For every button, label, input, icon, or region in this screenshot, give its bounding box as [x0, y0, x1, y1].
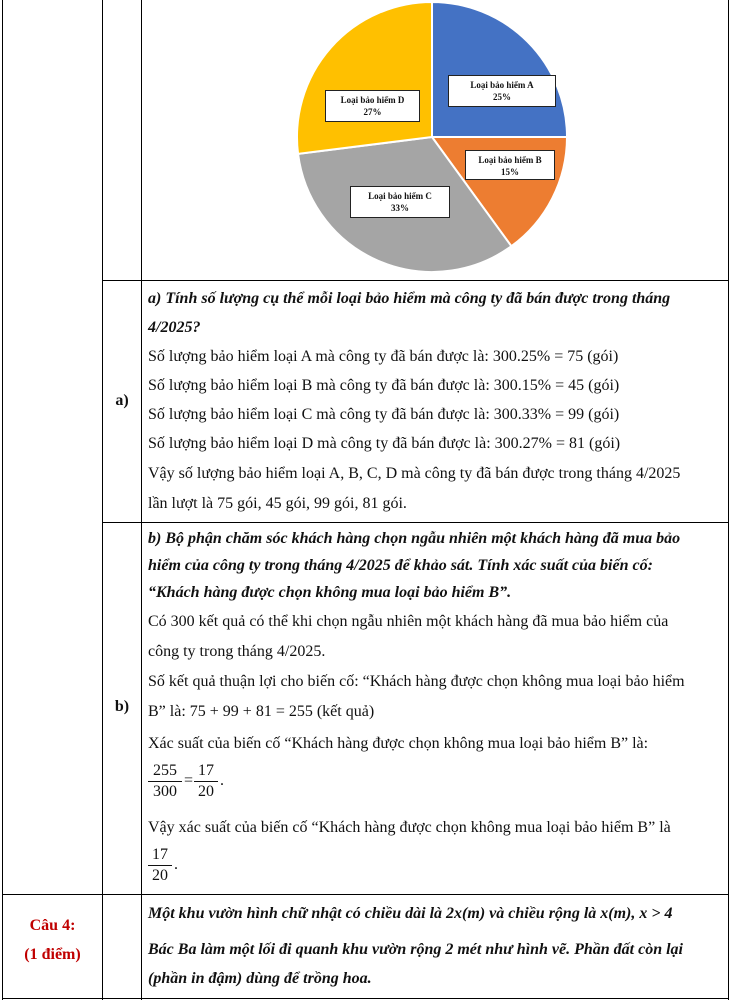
part-a-question-line-1: a) Tính số lượng cụ thể mỗi loại bảo hiểm mà công ty đã bán được trong tháng — [148, 290, 671, 307]
fraction-denominator: 300 — [153, 783, 177, 800]
fraction-numerator: 17 — [198, 762, 214, 779]
fraction-denominator: 20 — [152, 867, 168, 884]
part-b-line-6: Vậy xác suất của biến cố “Khách hàng được chọn không mua loại bảo hiểm B” là — [148, 819, 671, 836]
part-a-row-a: Số lượng bảo hiểm loại A mà công ty đã bán được là: 300.25% = 75 (gói) — [148, 348, 619, 365]
pie-label-value: 25% — [493, 92, 511, 102]
fraction-numerator: 17 — [152, 846, 168, 863]
part-b-question-line-3: “Khách hàng được chọn không mua loại bảo hiểm B”. — [148, 584, 512, 601]
pie-label-name: Loại bảo hiểm C — [368, 191, 432, 201]
part-b-question-line-2: hiểm của công ty trong tháng 4/2025 để khảo sát. Tính xác suất của biến cố: — [148, 557, 653, 574]
pie-label-name: Loại bảo hiểm D — [340, 95, 405, 105]
part-b-line-3: Số kết quả thuận lợi cho biến cố: “Khách hàng được chọn không mua loại bảo hiểm — [148, 673, 685, 690]
part-a-row-b: Số lượng bảo hiểm loại B mà công ty đã bán được là: 300.15% = 45 (gói) — [148, 377, 620, 394]
pie-data-label-b — [465, 150, 555, 180]
pie-data-label-c — [350, 186, 450, 218]
fraction-255-300 — [148, 762, 182, 801]
fraction-17-20-final — [148, 846, 172, 885]
question-4-line-3: (phần in đậm) dùng để trồng hoa. — [148, 970, 372, 987]
pie-label-value: 15% — [501, 167, 519, 177]
fraction-bar — [148, 781, 182, 782]
part-a-label: a) — [115, 392, 129, 409]
row-divider-1 — [102, 280, 729, 281]
part-b-line-1: Có 300 kết quả có thể khi chọn ngẫu nhiên một khách hàng đã mua bảo hiểm của — [148, 613, 669, 630]
pie-label-name: Loại bảo hiểm A — [470, 80, 534, 90]
equals-sign: = — [184, 772, 194, 789]
part-b-line-4: B” là: 75 + 99 + 81 = 255 (kết quả) — [148, 703, 375, 720]
fraction-numerator: 255 — [153, 762, 177, 779]
part-b-label: b) — [114, 698, 130, 715]
pie-label-value: 33% — [391, 203, 409, 213]
fraction-17-20 — [194, 762, 218, 801]
table-divider-2 — [141, 0, 142, 1000]
pie-chart — [280, 0, 590, 280]
row-divider-3 — [2, 894, 729, 895]
pie-slice-d — [297, 2, 432, 154]
question-4-title: Câu 4: — [29, 917, 76, 934]
period: . — [220, 772, 224, 789]
row-divider-2 — [102, 522, 729, 523]
fraction-bar — [148, 865, 172, 866]
pie-data-label-a — [448, 75, 556, 107]
part-b-line-5: Xác suất của biến cố “Khách hàng được chọn không mua loại bảo hiểm B” là: — [148, 735, 649, 752]
fraction-bar — [194, 781, 218, 782]
part-a-conclusion-line-1: Vậy số lượng bảo hiểm loại A, B, C, D mà công ty đã bán được trong tháng 4/2025 — [148, 465, 681, 482]
part-a-conclusion-line-2: lần lượt là 75 gói, 45 gói, 99 gói, 81 gói. — [148, 495, 407, 512]
table-border-left — [2, 0, 3, 1000]
pie-slice-a — [432, 2, 567, 137]
part-b-question-line-1: b) Bộ phận chăm sóc khách hàng chọn ngẫu nhiên một khách hàng đã mua bảo — [148, 530, 681, 547]
row-divider-bottom — [2, 998, 729, 999]
fraction-denominator: 20 — [198, 783, 214, 800]
question-4-points: (1 điểm) — [24, 946, 81, 963]
part-a-row-c: Số lượng bảo hiểm loại C mà công ty đã bán được là: 300.33% = 99 (gói) — [148, 406, 620, 423]
table-border-right — [728, 0, 729, 1000]
part-b-line-2: công ty trong tháng 4/2025. — [148, 643, 326, 660]
pie-label-name: Loại bảo hiểm B — [478, 155, 542, 165]
pie-label-value: 27% — [363, 107, 382, 117]
period: . — [174, 856, 178, 873]
table-divider-1 — [102, 0, 103, 1000]
part-a-question-line-2: 4/2025? — [148, 319, 201, 336]
part-a-row-d: Số lượng bảo hiểm loại D mà công ty đã bán được là: 300.27% = 81 (gói) — [148, 435, 621, 452]
question-4-line-2: Bác Ba làm một lối đi quanh khu vườn rộng 2 mét như hình vẽ. Phần đất còn lại — [148, 941, 683, 958]
question-4-line-1: Một khu vườn hình chữ nhật có chiều dài là 2x(m) và chiều rộng là x(m), x > 4 — [148, 905, 673, 922]
pie-data-label-d — [325, 90, 420, 122]
